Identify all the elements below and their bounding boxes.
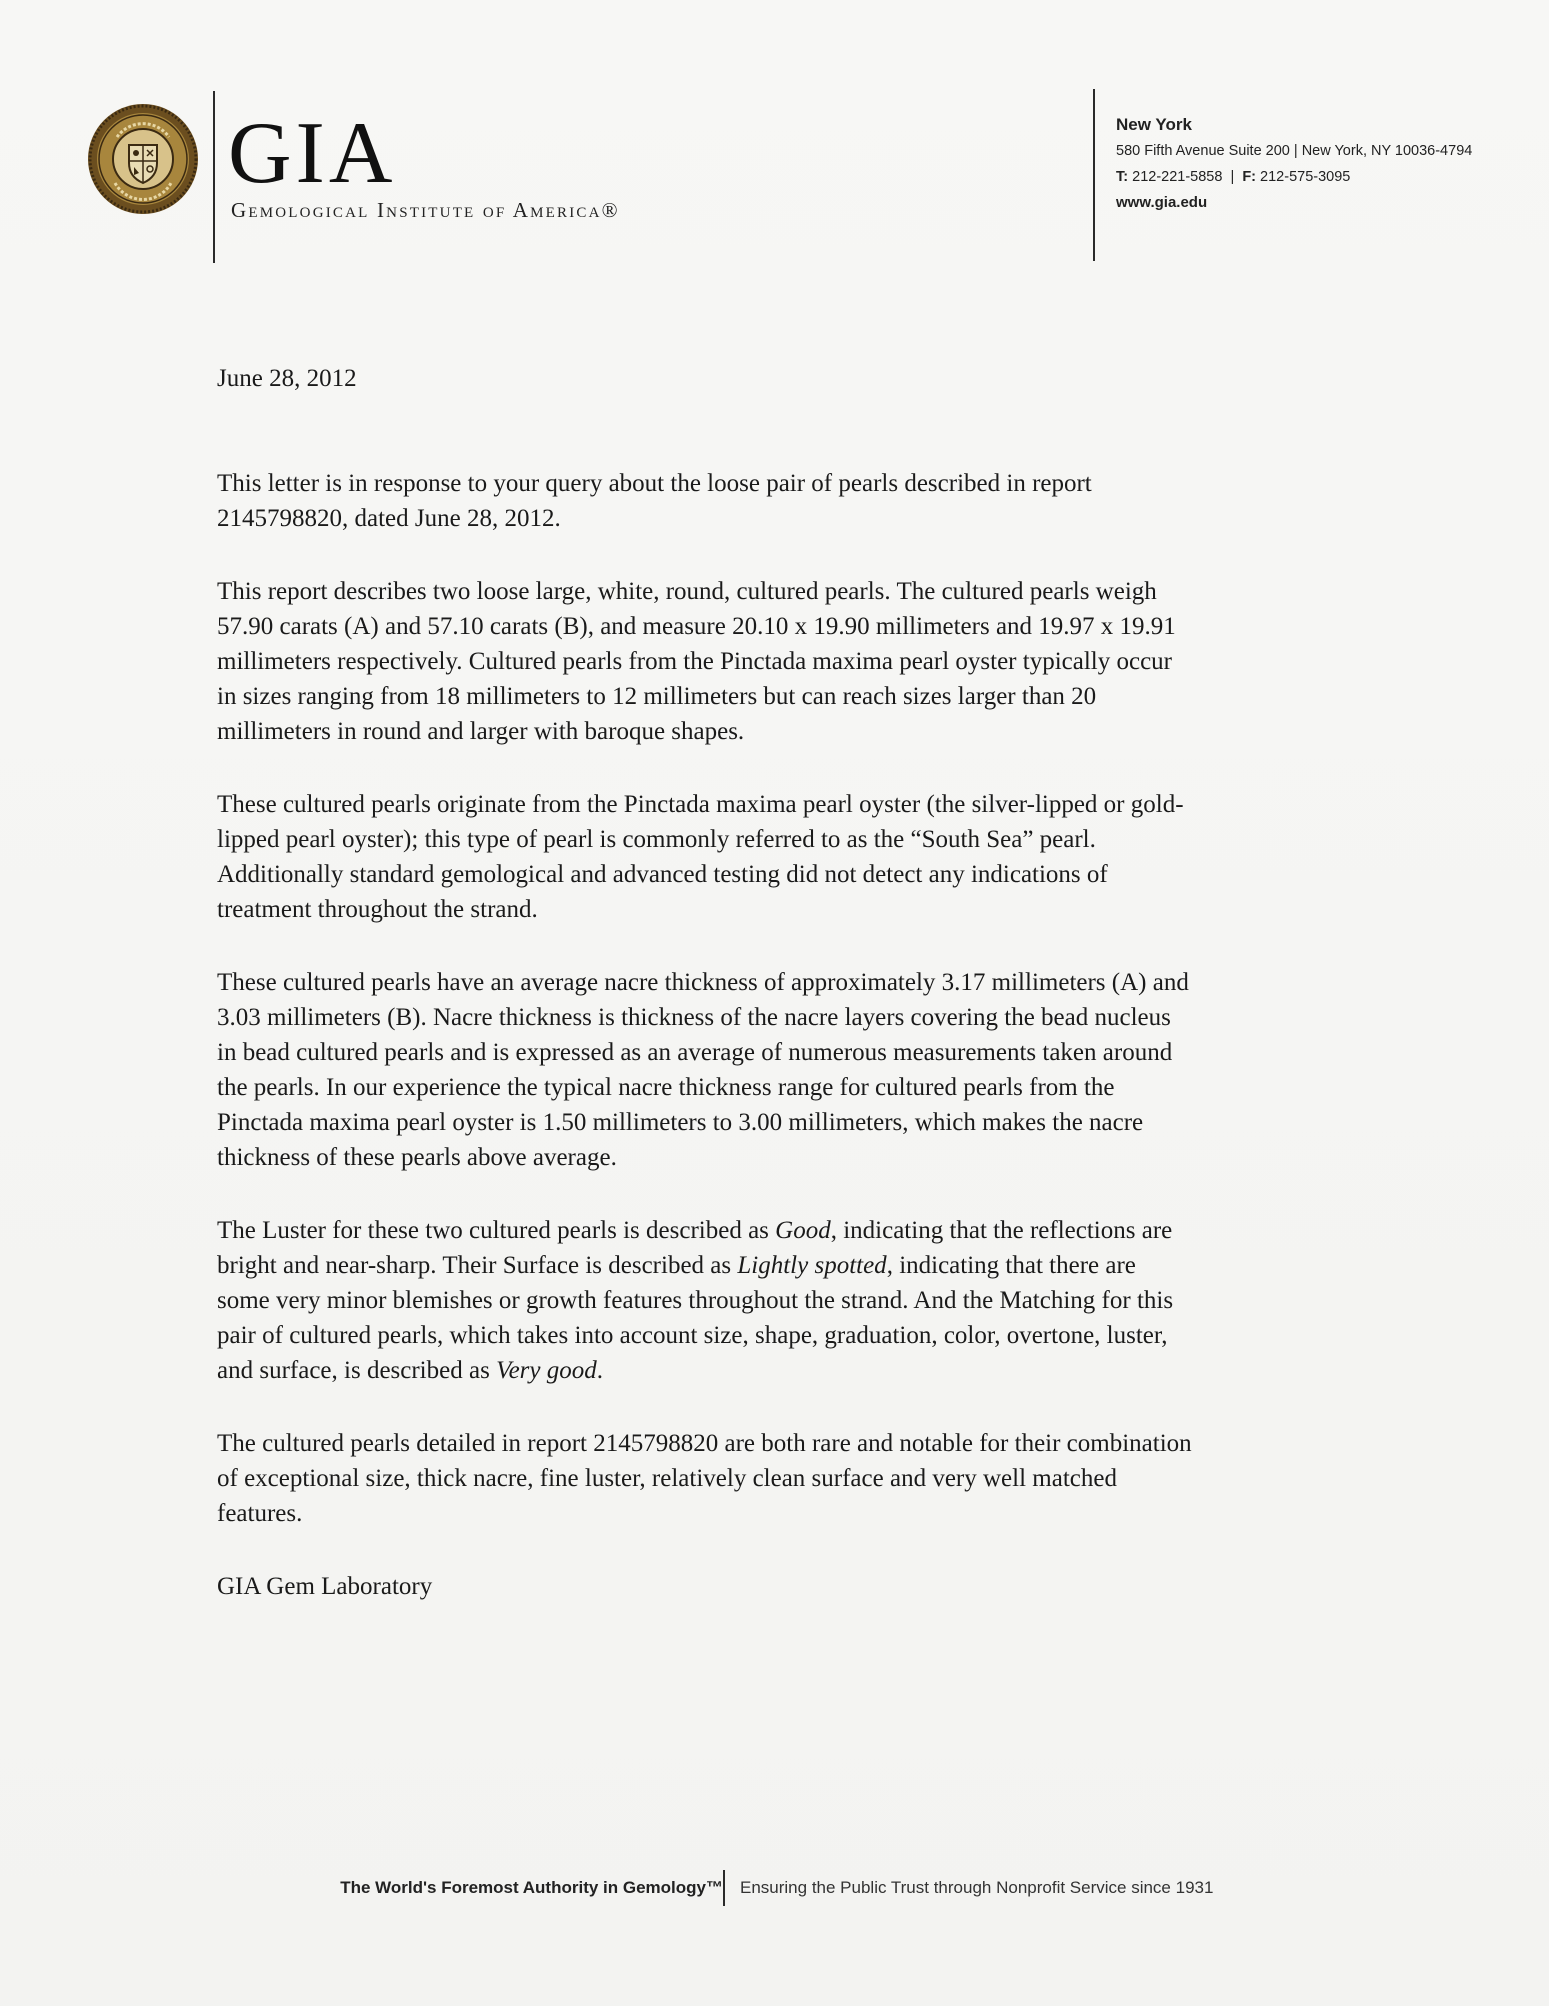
text-line: This letter is in response to your query about the loose pair of pearls described in report bbox=[217, 470, 1092, 497]
contact-separator: | bbox=[1226, 169, 1239, 185]
letterhead-divider-left bbox=[213, 91, 215, 263]
footer bbox=[0, 1870, 1549, 1910]
text-line: thickness of these pearls above average. bbox=[217, 1144, 617, 1171]
text-line: This report describes two loose large, white, round, cultured pearls. The cultured pearls weigh bbox=[217, 578, 1157, 605]
text-line bbox=[217, 1353, 1417, 1388]
office-address: 580 Fifth Avenue Suite 200 | New York, NY 10036-4794 bbox=[1116, 143, 1473, 159]
text-run: , indicating that the reflections are bbox=[830, 1217, 1173, 1244]
text-line: These cultured pearls originate from the Pinctada maxima pearl oyster (the silver-lipped or gold- bbox=[217, 791, 1184, 818]
text-line bbox=[217, 1248, 1417, 1283]
text-run: bright and near-sharp. Their Surface is described as bbox=[217, 1252, 738, 1279]
text-line: These cultured pearls have an average nacre thickness of approximately 3.17 millimeters (A) and bbox=[217, 969, 1189, 996]
website-link[interactable]: www.gia.edu bbox=[1116, 194, 1208, 211]
text-line bbox=[217, 1213, 1417, 1248]
paragraph-query bbox=[217, 466, 1417, 536]
text-run: . bbox=[596, 1357, 603, 1384]
grade-surface: Lightly spotted bbox=[737, 1252, 887, 1279]
text-line: 3.03 millimeters (B). Nacre thickness is thickness of the nacre layers covering the bead nucleus bbox=[217, 1004, 1171, 1031]
text-line: features. bbox=[217, 1500, 303, 1527]
text-line: Additionally standard gemological and advanced testing did not detect any indications of bbox=[217, 861, 1108, 888]
text-line: some very minor blemishes or growth features throughout the strand. And the Matching for this bbox=[217, 1287, 1174, 1314]
text-line: millimeters respectively. Cultured pearls from the Pinctada maxima pearl oyster typically occur bbox=[217, 648, 1173, 675]
letter-body bbox=[217, 466, 1417, 1642]
text-line: Pinctada maxima pearl oyster is 1.50 millimeters to 3.00 millimeters, which makes the nacre bbox=[217, 1109, 1144, 1136]
letter-date: June 28, 2012 bbox=[217, 365, 357, 392]
text-line: in sizes ranging from 18 millimeters to 12 millimeters but can reach sizes larger than 20 bbox=[217, 683, 1097, 710]
text-line: of exceptional size, thick nacre, fine luster, relatively clean surface and very well matched bbox=[217, 1465, 1117, 1492]
fax-number: 212-575-3095 bbox=[1260, 169, 1351, 185]
brand-subtitle: Gemological Institute of America® bbox=[231, 198, 620, 222]
text-line: in bead cultured pearls and is expressed as an average of numerous measurements taken around bbox=[217, 1039, 1173, 1066]
phone-label: T: bbox=[1116, 169, 1129, 185]
letterhead-divider-right bbox=[1093, 89, 1095, 261]
text-line: millimeters in round and larger with baroque shapes. bbox=[217, 718, 745, 745]
text-run: , indicating that there are bbox=[886, 1252, 1136, 1279]
gia-seal-logo bbox=[87, 103, 199, 215]
text-line: The cultured pearls detailed in report 2145798820 are both rare and notable for their combination bbox=[217, 1430, 1192, 1457]
paragraph-origin bbox=[217, 787, 1417, 927]
text-run: and surface, is described as bbox=[217, 1357, 497, 1384]
footer-divider bbox=[723, 1870, 725, 1906]
paragraph-conclusion bbox=[217, 1426, 1417, 1531]
text-line: lipped pearl oyster); this type of pearl is commonly referred to as the “South Sea” pearl. bbox=[217, 826, 1096, 853]
text-line: 2145798820, dated June 28, 2012. bbox=[217, 505, 561, 532]
office-city: New York bbox=[1116, 115, 1192, 134]
paragraph-nacre bbox=[217, 965, 1417, 1175]
grade-matching: Very good bbox=[496, 1357, 597, 1384]
text-line: 57.90 carats (A) and 57.10 carats (B), and measure 20.10 x 19.90 millimeters and 19.97 x 19.91 bbox=[217, 613, 1176, 640]
footer-tagline-left: The World's Foremost Authority in Gemology™ bbox=[340, 1878, 723, 1897]
text-line: the pearls. In our experience the typical nacre thickness range for cultured pearls from the bbox=[217, 1074, 1115, 1101]
brand-wordmark: GIA bbox=[228, 105, 397, 202]
paragraph-description bbox=[217, 574, 1417, 749]
signature: GIA Gem Laboratory bbox=[217, 1573, 433, 1600]
phone-number: 212-221-5858 bbox=[1132, 169, 1223, 185]
paragraph-luster bbox=[217, 1213, 1417, 1388]
text-line: treatment throughout the strand. bbox=[217, 896, 538, 923]
grade-luster: Good bbox=[775, 1217, 831, 1244]
text-run: The Luster for these two cultured pearls is described as bbox=[217, 1217, 776, 1244]
text-line: pair of cultured pearls, which takes into account size, shape, graduation, color, overtone, luster, bbox=[217, 1322, 1168, 1349]
footer-tagline-right: Ensuring the Public Trust through Nonprofit Service since 1931 bbox=[740, 1878, 1214, 1897]
fax-label: F: bbox=[1242, 169, 1257, 185]
office-contact-block bbox=[1116, 112, 1472, 216]
office-phone-fax bbox=[1116, 164, 1472, 190]
